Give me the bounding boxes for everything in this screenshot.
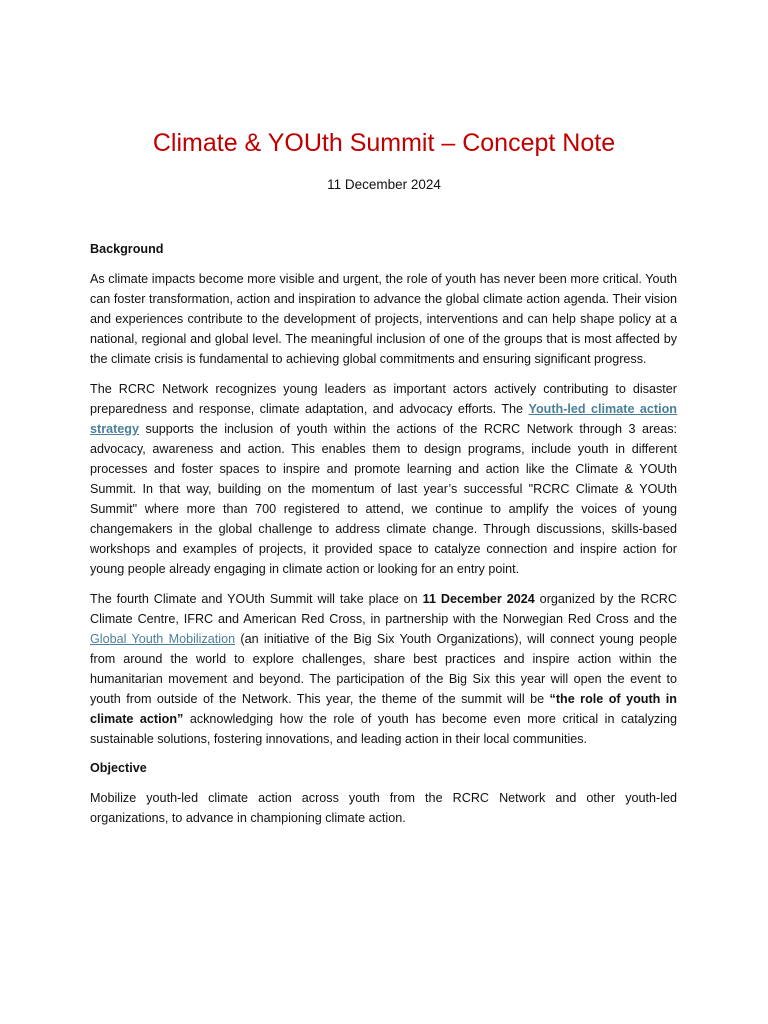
background-paragraph-1: As climate impacts become more visible and urgent, the role of youth has never been more critical. Youth can foster transformation, action and inspiration to advance the global climate action agenda. Their vision and experiences contribute to the development of projects, interventions and can help shape policy at a national, regional and global level. The meaningful inclusion of one of the groups that is most affected by the climate crisis is fundamental to achieving global commitments and ensuring significant progress. <box>90 272 677 366</box>
background-paragraph-2 <box>90 379 677 579</box>
objective-paragraph: Mobilize youth-led climate action across youth from the RCRC Network and other youth-led organizations, to advance in championing climate action. <box>90 791 677 825</box>
background-paragraph-3 <box>90 589 677 749</box>
summit-theme-bold: “the role of youth in climate action” <box>90 692 677 726</box>
paragraph-3-text-b: organized by the RCRC Climate Centre, IFRC and American Red Cross, in partnership with the Norwegian Red Cross and the <box>90 592 677 626</box>
document-date: 11 December 2024 <box>327 177 441 192</box>
paragraph-2-text-b: supports the inclusion of youth within the actions of the RCRC Network through 3 areas: advocacy, awareness and action. This enables them to design programs, include youth in different processes and foster spaces to inspire and promote learning and action like the Climate & YOUth Summit. In that way, building on the momentum of last year’s successful "RCRC Climate & YOUth Summit" where more than 700 registered to attend, we continue to amplify the voices of young changemakers in the global challenge to address climate change. Through discussions, skills-based workshops and examples of projects, it provided space to catalyze connection and inspire action for young people already engaging in climate action or looking for an entry point. <box>90 422 677 576</box>
background-heading: Background <box>90 242 164 256</box>
document-title: Climate & YOUth Summit – Concept Note <box>152 129 616 157</box>
paragraph-2-text-a: The RCRC Network recognizes young leaders as important actors actively contributing to disaster preparedness and response, climate adaptation, and advocacy efforts. The <box>90 382 677 416</box>
document-body <box>90 240 677 838</box>
summit-date-bold: 11 December 2024 <box>422 592 535 606</box>
paragraph-3-text-a: The fourth Climate and YOUth Summit will take place on <box>90 592 423 606</box>
paragraph-3-text-c: (an initiative of the Big Six Youth Organizations), will connect young people from around the world to explore challenges, share best practices and inspire action within the humanitarian movement and beyond. The participation of the Big Six this year will open the event to youth from outside of the Network. This year, the theme of the summit will be <box>90 632 677 706</box>
paragraph-3-text-d: acknowledging how the role of youth has become even more critical in catalyzing sustainable solutions, fostering innovations, and leading action in their local communities. <box>90 712 677 746</box>
youth-led-climate-action-strategy-link[interactable]: Youth-led climate action strategy <box>90 402 677 436</box>
global-youth-mobilization-link[interactable]: Global Youth Mobilization <box>90 632 236 646</box>
objective-heading: Objective <box>90 761 147 775</box>
